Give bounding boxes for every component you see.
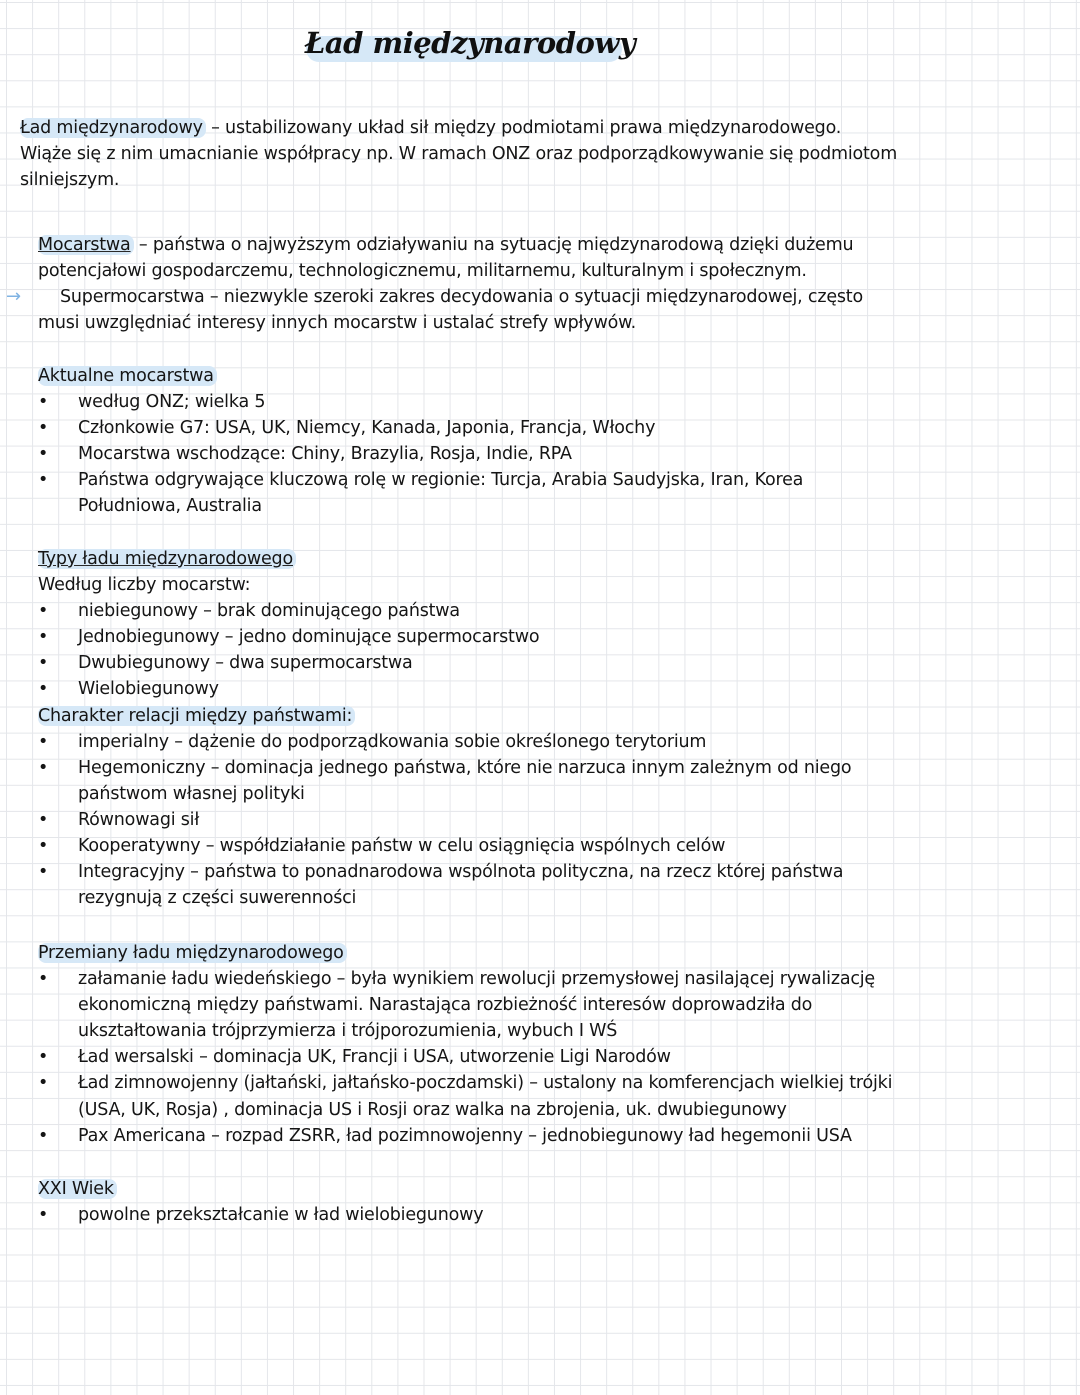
list-item	[38, 389, 1038, 415]
bullet-icon: •	[38, 601, 49, 622]
list-item	[38, 1202, 1038, 1228]
list-item-text-line-2: ekonomiczną między państwami. Narastająca rozbieżność interesów doprowadziła do	[78, 995, 813, 1016]
bullet-icon: •	[38, 809, 49, 830]
list-item-text: powolne przekształcanie w ład wielobiegunowy	[78, 1205, 484, 1226]
bullet-icon: •	[38, 470, 49, 491]
list-item-text: Ład wersalski – dominacja UK, Francji i USA, utworzenie Ligi Narodów	[78, 1047, 671, 1068]
aktualne-heading-text: Aktualne mocarstwa	[38, 366, 217, 386]
list-item-text: Wielobiegunowy	[78, 679, 219, 700]
mocarstwa-term: Mocarstwa	[38, 235, 134, 255]
list-item	[38, 833, 1038, 859]
przemiany-heading-text: Przemiany ładu międzynarodowego	[38, 943, 347, 963]
list-item-text: Dwubiegunowy – dwa supermocarstwa	[78, 653, 413, 674]
list-item-text: według ONZ; wielka 5	[78, 392, 266, 413]
aktualne-heading	[38, 363, 1038, 389]
list-item-text: Członkowie G7: USA, UK, Niemcy, Kanada, Japonia, Francja, Włochy	[78, 418, 656, 439]
list-item	[38, 1070, 1058, 1122]
bullet-icon: •	[38, 969, 49, 990]
page-title: Ład międzynarodowy	[304, 26, 636, 60]
bullet-icon: •	[38, 731, 49, 752]
list-item-text-line-1: Integracyjny – państwa to ponadnarodowa wspólnota polityczna, na rzecz której państwa	[78, 862, 844, 883]
list-item-text: Mocarstwa wschodzące: Chiny, Brazylia, Rosja, Indie, RPA	[78, 444, 572, 465]
typy-heading-text: Typy ładu międzynarodowego	[38, 549, 296, 569]
list-item	[38, 859, 1038, 911]
mocarstwa-line-2: potencjałowi gospodarczemu, technologicznemu, militarnemu, kulturalnym i społecznym.	[38, 261, 807, 282]
typy-list-1	[38, 598, 1038, 702]
intro-line-1-rest: – ustabilizowany układ sił między podmiotami prawa międzynarodowego.	[205, 118, 842, 138]
list-item-text: Kooperatywny – współdziałanie państw w celu osiągnięcia wspólnych celów	[78, 836, 726, 857]
list-item	[38, 807, 1038, 833]
list-item-text-line-1: Ład zimnowojenny (jałtański, jałtańsko-poczdamski) – ustalony na komferencjach wielkiej trójki	[78, 1073, 893, 1094]
list-item	[38, 966, 1058, 1044]
supermocarstwa-text: Supermocarstwa – niezwykle szeroki zakres decydowania o sytuacji międzynarodowej, często	[60, 287, 863, 308]
xxi-section	[38, 1176, 1038, 1228]
bullet-icon: •	[38, 1125, 49, 1146]
list-item-text: Jednobiegunowy – jedno dominujące supermocarstwo	[78, 627, 540, 648]
list-item-text: Pax Americana – rozpad ZSRR, ład pozimnowojenny – jednobiegunowy ład hegemonii USA	[78, 1125, 852, 1146]
mocarstwa-line-4: musi uwzględniać interesy innych mocarstw i ustalać strefy wpływów.	[38, 313, 636, 334]
intro-line-2: Wiąże się z nim umacnianie współpracy np. W ramach ONZ oraz podporządkowywanie się podmiotom	[20, 144, 898, 165]
list-item-text-line-1: Państwa odgrywające kluczową rolę w regionie: Turcja, Arabia Saudyjska, Iran, Korea	[78, 470, 804, 491]
list-item-text-line-3: ukształtowania trójprzymierza i trójporozumienia, wybuch I WŚ	[78, 1021, 618, 1042]
intro-line-1	[20, 115, 1060, 141]
bullet-icon: •	[38, 392, 49, 413]
typy-list-2	[38, 729, 1038, 912]
list-item	[38, 1044, 1058, 1070]
intro-line-3: silniejszym.	[20, 170, 120, 191]
bullet-icon: •	[38, 418, 49, 439]
list-item-text-line-2: (USA, UK, Rosja) , dominacja US i Rosji oraz walka na zbrojenia, uk. dwubiegunowy	[78, 1099, 787, 1120]
bullet-icon: •	[38, 1205, 49, 1226]
mocarstwa-line-1-rest: – państwa o najwyższym odziaływaniu na sytuację międzynarodową dzięki dużemu	[133, 235, 854, 255]
list-item	[38, 1123, 1058, 1149]
list-item	[38, 441, 1038, 467]
supermocarstwa-line	[6, 284, 1058, 310]
bullet-icon: •	[38, 444, 49, 465]
list-item	[38, 676, 1038, 702]
mocarstwa-paragraph	[6, 232, 1058, 336]
list-item-text: imperialny – dążenie do podporządkowania sobie określonego terytorium	[78, 731, 707, 752]
list-item	[38, 650, 1038, 676]
title-area	[300, 24, 640, 74]
xxi-heading	[38, 1176, 1038, 1202]
typy-section	[38, 546, 1038, 911]
list-item	[38, 467, 1038, 519]
bullet-icon: •	[38, 653, 49, 674]
mocarstwa-line-1	[38, 232, 1058, 258]
przemiany-list	[38, 966, 1058, 1149]
arrow-right-icon: →	[6, 286, 21, 308]
list-item-text-line-2: rezygnują z części suwerenności	[78, 888, 357, 909]
xxi-heading-text: XXI Wiek	[38, 1179, 117, 1199]
list-item-text-line-2: państwom własnej polityki	[78, 783, 305, 804]
bullet-icon: •	[38, 757, 49, 778]
bullet-icon: •	[38, 627, 49, 648]
list-item	[38, 415, 1038, 441]
bullet-icon: •	[38, 1047, 49, 1068]
list-item-text: niebiegunowy – brak dominującego państwa	[78, 601, 460, 622]
list-item	[38, 755, 1038, 807]
list-item-text: Równowagi sił	[78, 809, 200, 830]
list-item-text-line-2: Południowa, Australia	[78, 496, 262, 517]
list-item-text-line-1: Hegemoniczny – dominacja jednego państwa, które nie narzuca innym zależnym od niego	[78, 757, 852, 778]
typy-subheading-2	[38, 703, 1038, 729]
bullet-icon: •	[38, 862, 49, 883]
intro-term: Ład międzynarodowy	[20, 118, 206, 138]
typy-subheading-2-text: Charakter relacji między państwami:	[38, 706, 355, 726]
list-item	[38, 624, 1038, 650]
list-item	[38, 598, 1038, 624]
intro-paragraph	[20, 115, 1060, 193]
bullet-icon: •	[38, 679, 49, 700]
bullet-icon: •	[38, 1073, 49, 1094]
list-item	[38, 729, 1038, 755]
bullet-icon: •	[38, 836, 49, 857]
przemiany-section	[38, 940, 1058, 1149]
aktualne-list	[38, 389, 1038, 519]
przemiany-heading	[38, 940, 1058, 966]
typy-heading	[38, 546, 1038, 572]
xxi-list	[38, 1202, 1038, 1228]
list-item-text-line-1: załamanie ładu wiedeńskiego – była wynikiem rewolucji przemysłowej nasilającej rywalizację	[78, 969, 875, 990]
aktualne-section	[38, 363, 1038, 520]
typy-subheading-1: Według liczby mocarstw:	[38, 575, 251, 596]
